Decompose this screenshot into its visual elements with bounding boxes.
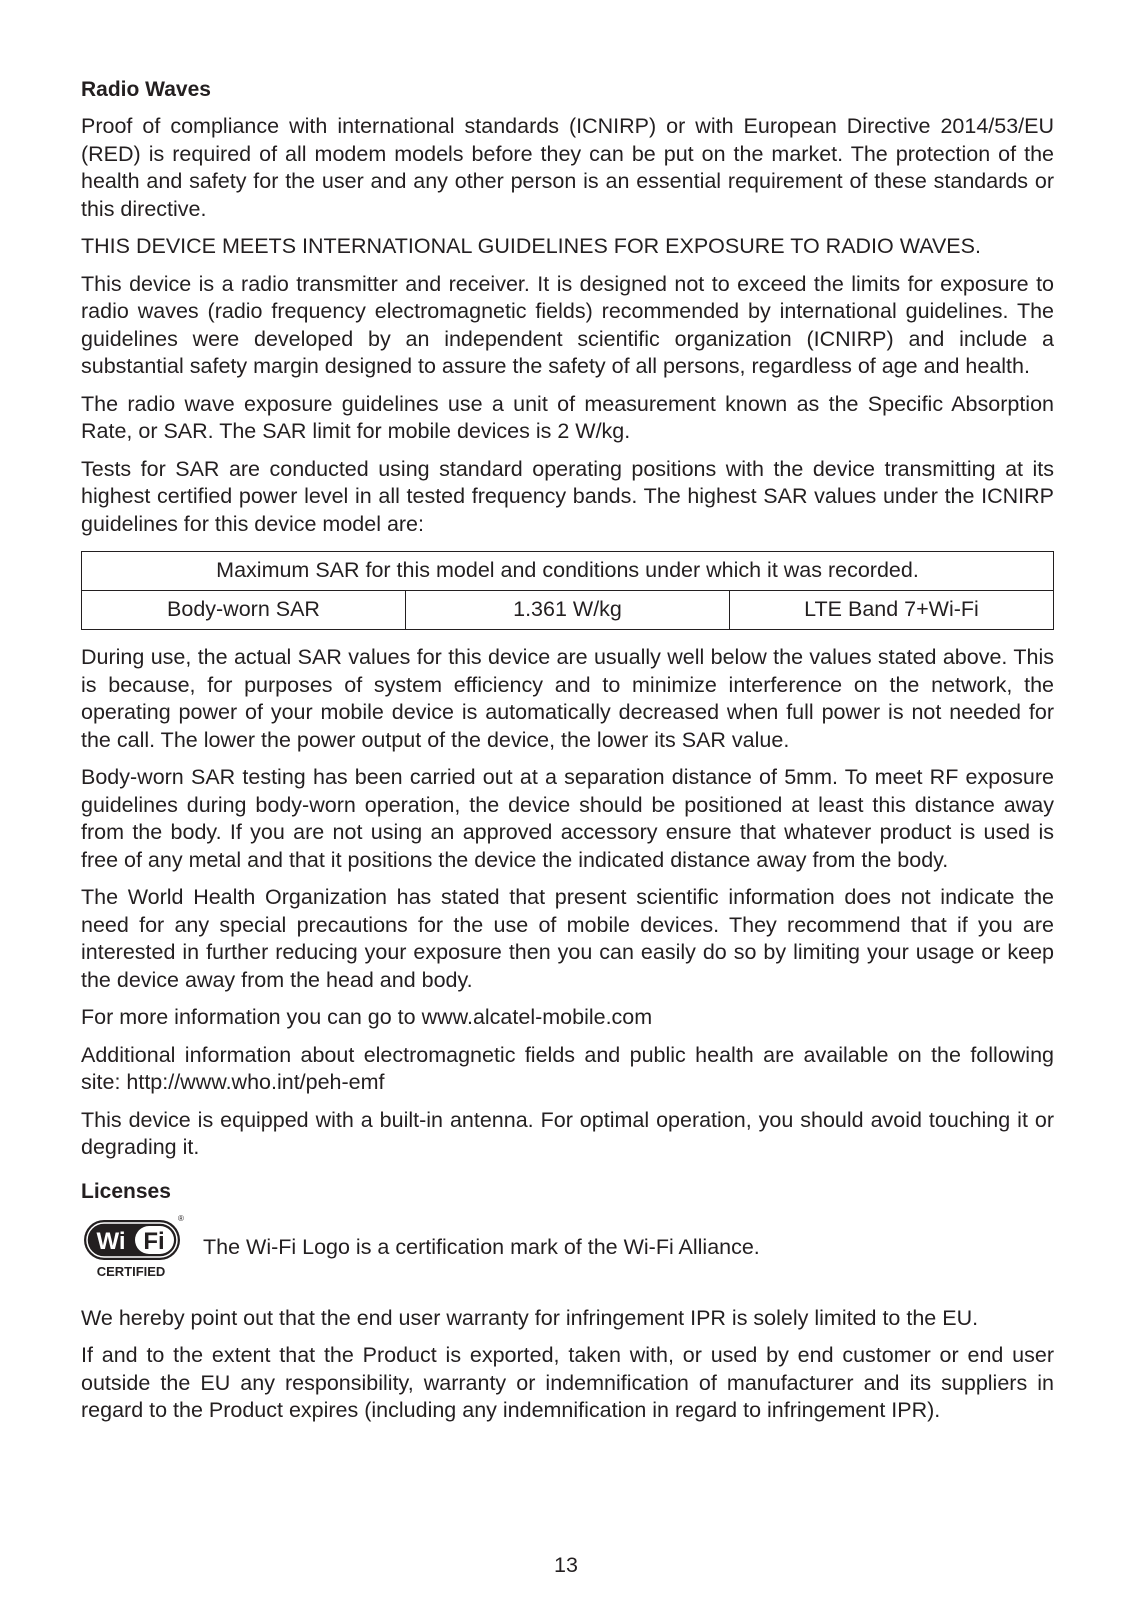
wifi-logo-word-fi: Fi <box>143 1227 165 1255</box>
sar-table-row <box>82 591 1054 630</box>
page-content <box>81 76 1054 1435</box>
wifi-logo-statement: The Wi-Fi Logo is a certification mark of the Wi-Fi Alliance. <box>203 1234 760 1259</box>
sar-table-cell-condition: LTE Band 7+Wi-Fi <box>730 591 1054 630</box>
sar-table-cell-value: 1.361 W/kg <box>406 591 730 630</box>
export-paragraph: If and to the extent that the Product is exported, taken with, or used by end customer or end user outside the EU any responsibility, warranty or indemnification of manufacturer and its suppliers in regard to the Product expires (including any indemnification in regard to infringement IPR). <box>81 1343 1054 1422</box>
actual-sar-paragraph: During use, the actual SAR values for this device are usually well below the values stated above. This is because, for purposes of system efficiency and to minimize interference on the network, the operating power of your mobile device is automatically decreased when full power is not needed for the call. The lower the power output of the device, the lower its SAR value. <box>81 645 1054 752</box>
sar-table-header-row <box>82 552 1054 591</box>
more-info-paragraph: For more information you can go to www.alcatel-mobile.com <box>81 1005 653 1029</box>
wifi-license-row <box>81 1215 1054 1281</box>
wifi-logo-word-wi: Wi <box>96 1227 126 1255</box>
sar-definition-paragraph: The radio wave exposure guidelines use a unit of measurement known as the Specific Absorption Rate, or SAR. The SAR limit for mobile devices is 2 W/kg. <box>81 391 1054 443</box>
body-worn-paragraph: Body-worn SAR testing has been carried out at a separation distance of 5mm. To meet RF exposure guidelines during body-worn operation, the device should be positioned at least this distance away from the body. If you are not using an approved accessory ensure that whatever product is used is free of any metal and that it positions the device the indicated distance away from the body. <box>81 765 1054 872</box>
wifi-logo-certified: CERTIFIED <box>96 1263 166 1279</box>
who-paragraph: The World Health Organization has stated that present scientific information does not indicate the need for any special precautions for the use of mobile devices. They recommend that if you are interested in further reducing your exposure then you can easily do so by limiting your usage or keep the device away from the head and body. <box>81 885 1054 992</box>
transmitter-paragraph: This device is a radio transmitter and receiver. It is designed not to exceed the limits for exposure to radio waves (radio frequency electromagnetic fields) recommended by international guidelines. The guidelines were developed by an independent scientific organization (ICNIRP) and include a substantial safety margin designed to assure the safety of all persons, regardless of age and health. <box>81 271 1054 378</box>
compliance-paragraph: Proof of compliance with international standards (ICNIRP) or with European Directive 2014/53/EU (RED) is required of all modem models before they can be put on the market. The protection of the health and safety for the user and any other person is an essential requirement of these standards or this directive. <box>81 114 1054 221</box>
antenna-paragraph: This device is equipped with a built-in antenna. For optimal operation, you should avoid touching it or degrading it. <box>81 1107 1054 1159</box>
additional-info-paragraph: Additional information about electromagnetic fields and public health are available on the following site: http://www.who.int/peh-emf <box>81 1042 1054 1094</box>
page-number: 13 <box>554 1553 578 1577</box>
wifi-logo-registered: ® <box>178 1214 184 1223</box>
guidelines-statement: THIS DEVICE MEETS INTERNATIONAL GUIDELINES FOR EXPOSURE TO RADIO WAVES. <box>81 234 981 258</box>
warranty-paragraph: We hereby point out that the end user warranty for infringement IPR is solely limited to the EU. <box>81 1305 979 1330</box>
sar-tests-paragraph: Tests for SAR are conducted using standard operating positions with the device transmitting at its highest certified power level in all tested frequency bands. The highest SAR values under the ICNIRP guidelines for this device model are: <box>81 456 1054 536</box>
sar-table-cell-type: Body-worn SAR <box>82 591 406 630</box>
radio-waves-heading: Radio Waves <box>81 78 211 101</box>
sar-table-header: Maximum SAR for this model and conditions under which it was recorded. <box>82 552 1054 591</box>
sar-table <box>81 551 1054 630</box>
licenses-heading: Licenses <box>81 1179 171 1203</box>
wifi-certified-logo <box>81 1215 185 1281</box>
